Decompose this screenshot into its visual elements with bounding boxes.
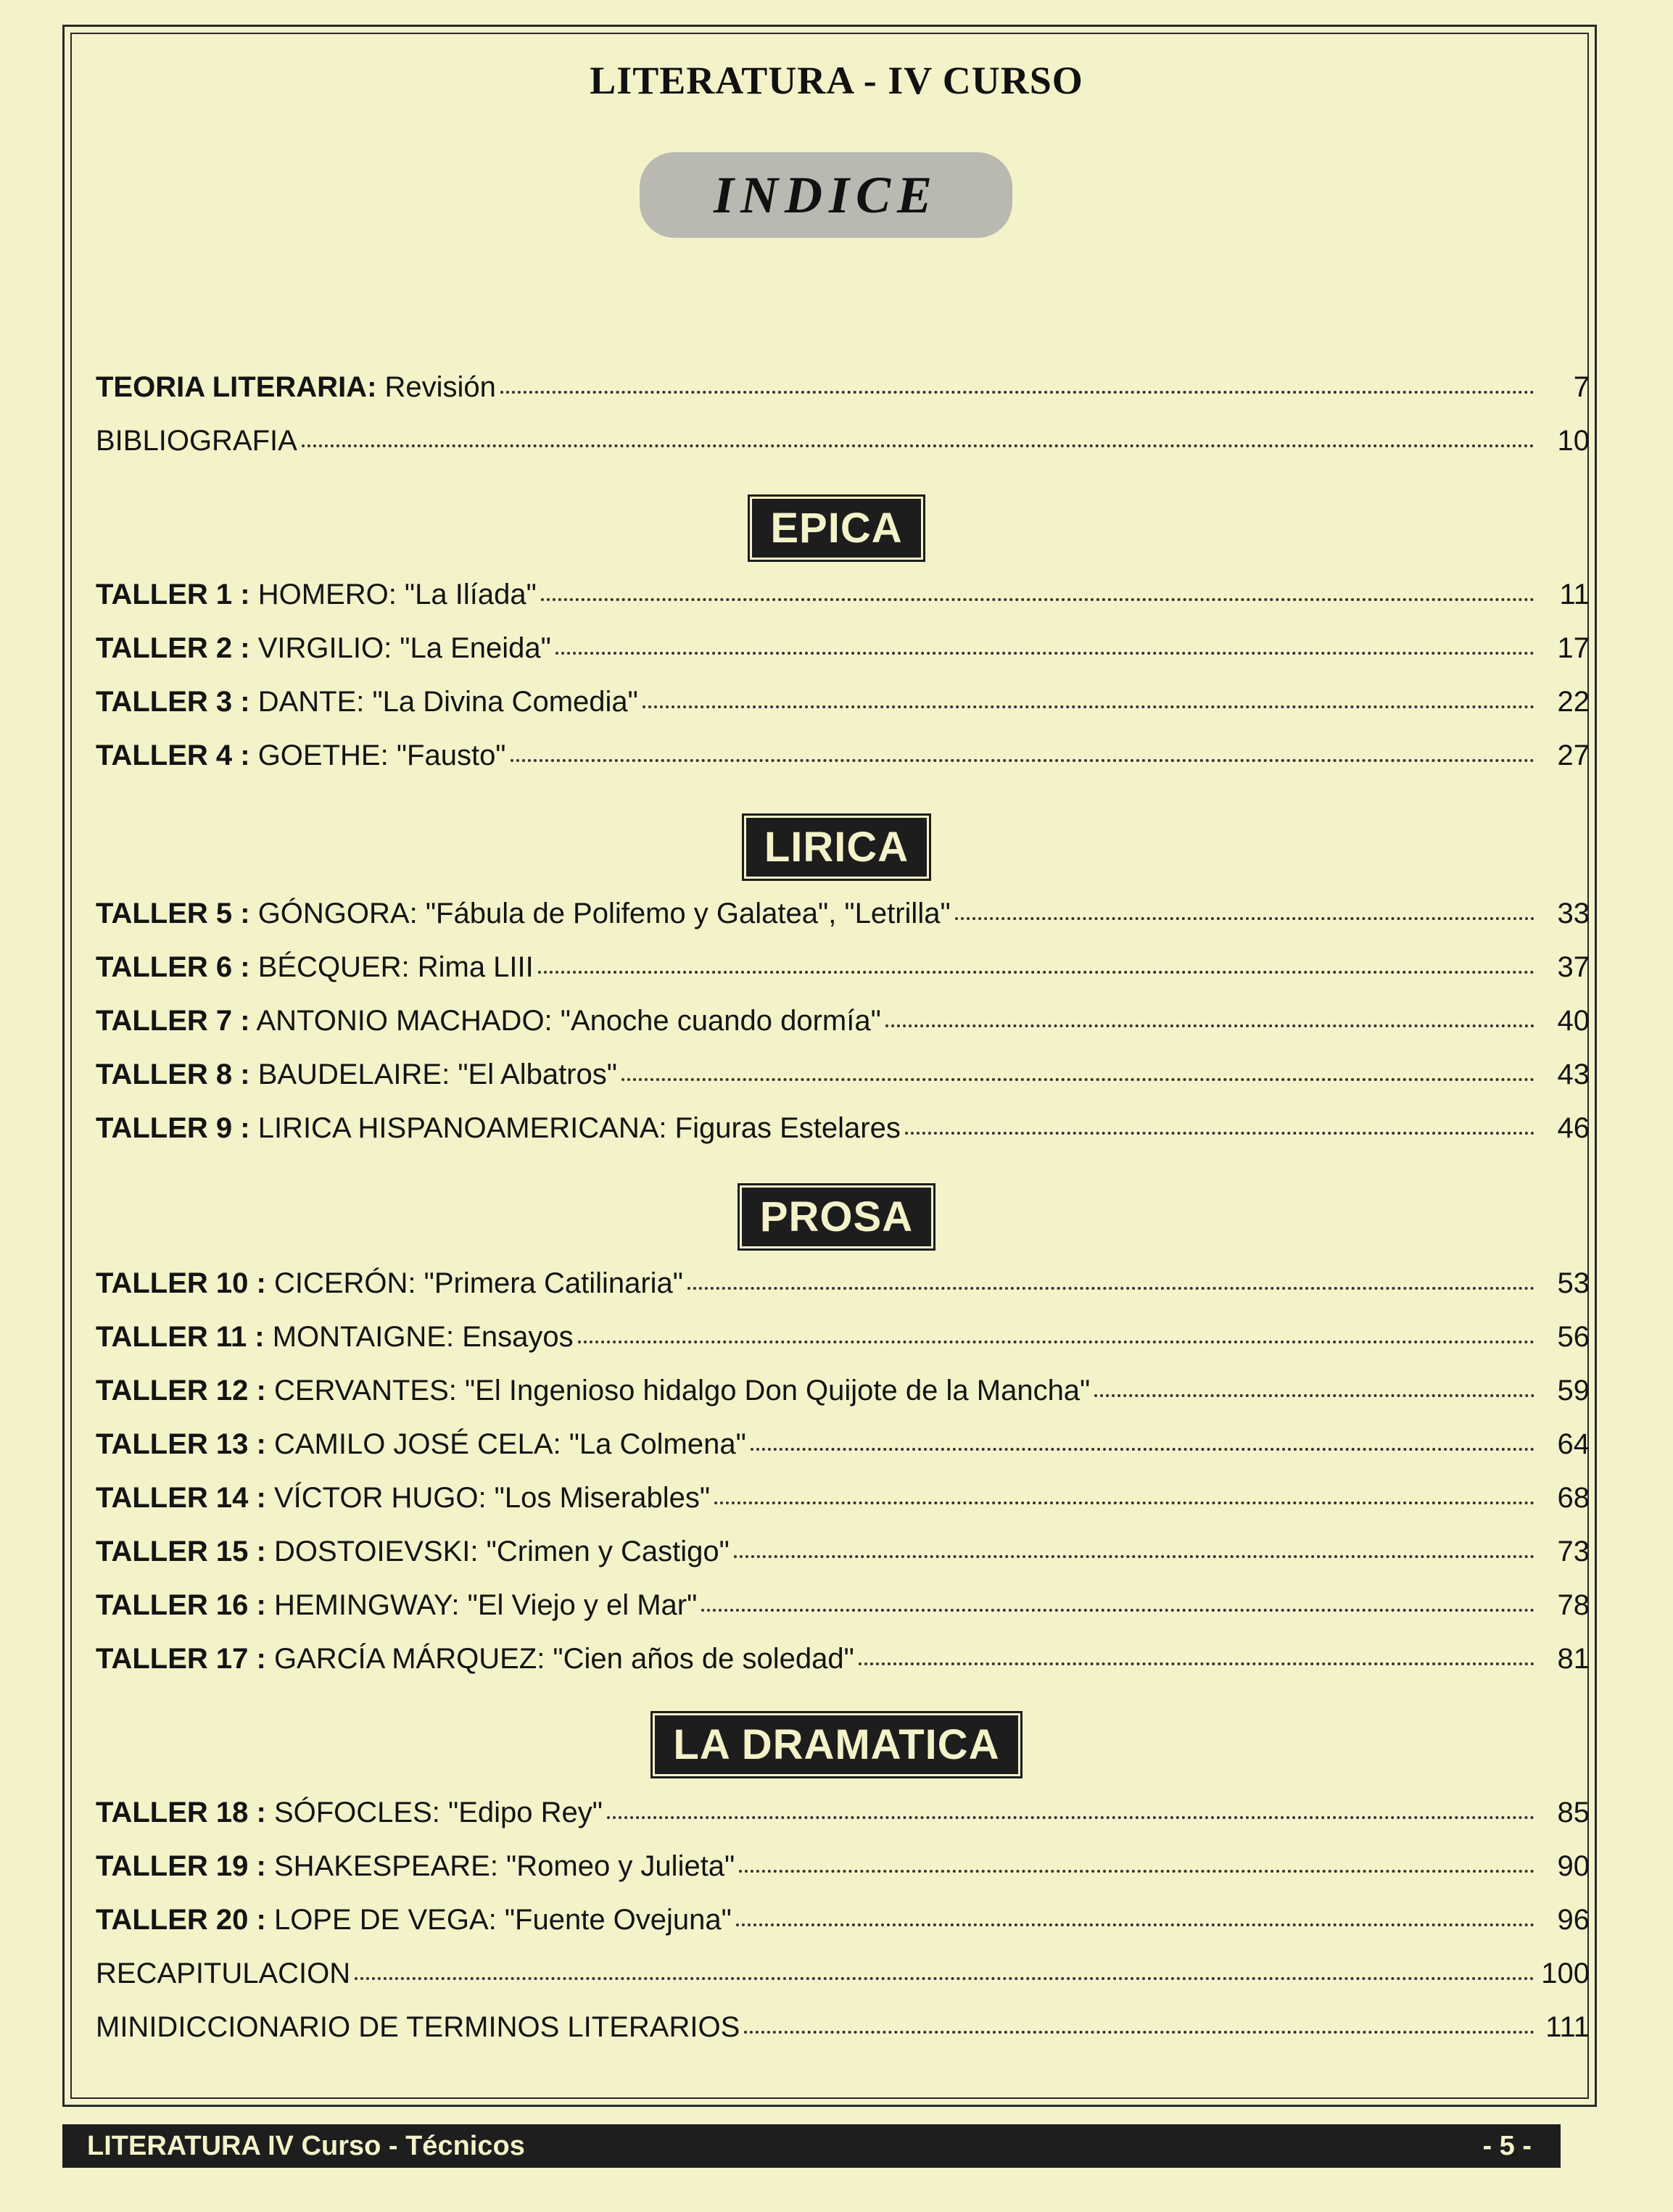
index-title: INDICE — [713, 165, 939, 224]
toc-entry: TALLER 20 : LOPE DE VEGA: "Fuente Ovejuna" 96 — [96, 1904, 1590, 1936]
toc-entry: TALLER 6 : BÉCQUER: Rima LIII 37 — [96, 951, 1590, 983]
toc-entry: TALLER 4 : GOETHE: "Fausto" 27 — [96, 740, 1590, 771]
toc-entry: TALLER 18 : SÓFOCLES: "Edipo Rey" 85 — [96, 1797, 1590, 1828]
toc-entry: TALLER 7 : ANTONIO MACHADO: "Anoche cuando dormía" 40 — [96, 1005, 1590, 1037]
toc-entry: TALLER 5 : GÓNGORA: "Fábula de Polifemo y Galatea", "Letrilla" 33 — [96, 898, 1590, 929]
toc-entry: TALLER 1 : HOMERO: "La Ilíada" 11 — [96, 579, 1590, 610]
toc-entry: TALLER 17 : GARCÍA MÁRQUEZ: "Cien años de soledad" 81 — [96, 1643, 1590, 1675]
toc-entry: TALLER 3 : DANTE: "La Divina Comedia" 22 — [96, 686, 1590, 718]
footer-course-label: LITERATURA IV Curso - Técnicos — [87, 2130, 525, 2161]
toc-entry: TALLER 9 : LIRICA HISPANOAMERICANA: Figuras Estelares 46 — [96, 1112, 1590, 1144]
section-heading-prosa: PROSA — [0, 1188, 1673, 1246]
index-badge — [640, 152, 1012, 238]
toc-entry: TALLER 14 : VÍCTOR HUGO: "Los Miserables" 68 — [96, 1482, 1590, 1514]
toc-entry: TALLER 16 : HEMINGWAY: "El Viejo y el Mar" 78 — [96, 1589, 1590, 1621]
toc-entry: TALLER 13 : CAMILO JOSÉ CELA: "La Colmena" 64 — [96, 1428, 1590, 1460]
toc-entry: TALLER 2 : VIRGILIO: "La Eneida" 17 — [96, 632, 1590, 664]
toc-entry: RECAPITULACION 100 — [96, 1958, 1590, 1989]
section-heading-dramatica: LA DRAMATICA — [0, 1715, 1673, 1774]
document-title: LITERATURA - IV CURSO — [590, 59, 1083, 102]
toc-entry: TALLER 15 : DOSTOIEVSKI: "Crimen y Castigo" 73 — [96, 1536, 1590, 1567]
toc-entry: TEORIA LITERARIA: Revisión 7 — [96, 371, 1590, 403]
toc-entry: TALLER 19 : SHAKESPEARE: "Romeo y Julieta" 90 — [96, 1850, 1590, 1882]
footer-page-number: - 5 - — [1482, 2130, 1532, 2161]
toc-entry: BIBLIOGRAFIA 10 — [96, 425, 1590, 457]
toc-entry: TALLER 11 : MONTAIGNE: Ensayos 56 — [96, 1321, 1590, 1353]
section-heading-epica: EPICA — [0, 499, 1673, 558]
toc-entry: MINIDICCIONARIO DE TERMINOS LITERARIOS 111 — [96, 2011, 1590, 2043]
section-heading-lirica: LIRICA — [0, 818, 1673, 877]
toc-entry: TALLER 12 : CERVANTES: "El Ingenioso hidalgo Don Quijote de la Mancha" 59 — [96, 1375, 1590, 1407]
toc-entry: TALLER 8 : BAUDELAIRE: "El Albatros" 43 — [96, 1059, 1590, 1090]
toc-entry: TALLER 10 : CICERÓN: "Primera Catilinaria" 53 — [96, 1267, 1590, 1299]
footer-bar — [62, 2124, 1561, 2168]
